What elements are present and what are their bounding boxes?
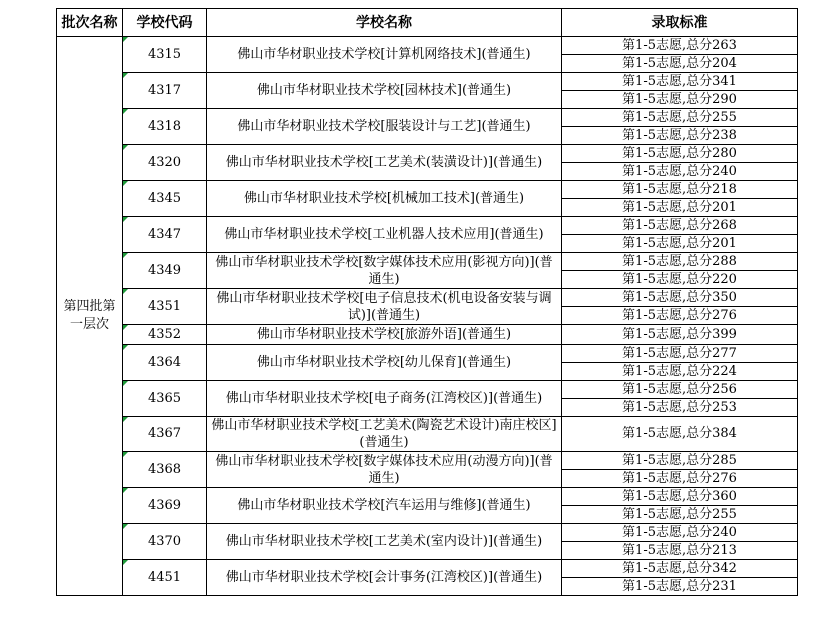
table-row (57, 524, 798, 542)
school-name-cell: 佛山市华材职业技术学校[数字媒体技术应用(动漫方向)](普通生) (207, 452, 562, 488)
admission-standard-cell: 第1-5志愿,总分360 (562, 488, 798, 506)
admission-standard-cell: 第1-5志愿,总分276 (562, 307, 798, 325)
school-name-cell: 佛山市华材职业技术学校[会计事务(江湾校区)](普通生) (207, 560, 562, 596)
school-code-cell: 4352 (123, 325, 207, 345)
table-row (57, 560, 798, 578)
table-row (57, 109, 798, 127)
admission-standard-cell: 第1-5志愿,总分277 (562, 345, 798, 363)
school-code-cell: 4347 (123, 217, 207, 253)
table-row (57, 181, 798, 199)
school-code-cell: 4345 (123, 181, 207, 217)
school-name-cell: 佛山市华材职业技术学校[电子信息技术(机电设备安装与调试)](普通生) (207, 289, 562, 325)
school-name-cell: 佛山市华材职业技术学校[幼儿保育](普通生) (207, 345, 562, 381)
header-name: 学校名称 (207, 9, 562, 37)
table-body (57, 37, 798, 596)
admission-standard-cell: 第1-5志愿,总分204 (562, 55, 798, 73)
admission-standard-cell: 第1-5志愿,总分341 (562, 73, 798, 91)
admission-standard-cell: 第1-5志愿,总分350 (562, 289, 798, 307)
school-code-cell: 4351 (123, 289, 207, 325)
table-row (57, 325, 798, 345)
school-code-cell: 4320 (123, 145, 207, 181)
admission-standard-cell: 第1-5志愿,总分268 (562, 217, 798, 235)
admission-standard-cell: 第1-5志愿,总分240 (562, 163, 798, 181)
admission-standard-cell: 第1-5志愿,总分255 (562, 506, 798, 524)
school-name-cell: 佛山市华材职业技术学校[工艺美术(室内设计)](普通生) (207, 524, 562, 560)
school-name-cell: 佛山市华材职业技术学校[园林技术](普通生) (207, 73, 562, 109)
school-code-cell: 4365 (123, 381, 207, 417)
school-name-cell: 佛山市华材职业技术学校[工业机器人技术应用](普通生) (207, 217, 562, 253)
school-code-cell: 4370 (123, 524, 207, 560)
table-row (57, 345, 798, 363)
table-row (57, 217, 798, 235)
school-name-cell: 佛山市华材职业技术学校[电子商务(江湾校区)](普通生) (207, 381, 562, 417)
school-code-cell: 4318 (123, 109, 207, 145)
school-name-cell: 佛山市华材职业技术学校[工艺美术(装潢设计)](普通生) (207, 145, 562, 181)
table-row (57, 37, 798, 55)
table-row (57, 289, 798, 307)
table-row (57, 73, 798, 91)
school-code-cell: 4367 (123, 417, 207, 452)
admission-standard-cell: 第1-5志愿,总分256 (562, 381, 798, 399)
admission-standard-cell: 第1-5志愿,总分288 (562, 253, 798, 271)
admission-standard-cell: 第1-5志愿,总分253 (562, 399, 798, 417)
admission-standard-cell: 第1-5志愿,总分280 (562, 145, 798, 163)
table-row (57, 488, 798, 506)
admission-standard-cell: 第1-5志愿,总分240 (562, 524, 798, 542)
admission-standard-cell: 第1-5志愿,总分201 (562, 235, 798, 253)
table-row (57, 452, 798, 470)
table-row (57, 253, 798, 271)
school-name-cell: 佛山市华材职业技术学校[汽车运用与维修](普通生) (207, 488, 562, 524)
admission-standard-cell: 第1-5志愿,总分218 (562, 181, 798, 199)
school-code-cell: 4368 (123, 452, 207, 488)
header-code: 学校代码 (123, 9, 207, 37)
school-name-cell: 佛山市华材职业技术学校[计算机网络技术](普通生) (207, 37, 562, 73)
header-row (57, 9, 798, 37)
school-code-cell: 4315 (123, 37, 207, 73)
school-name-cell: 佛山市华材职业技术学校[数字媒体技术应用(影视方向)](普通生) (207, 253, 562, 289)
admission-standard-cell: 第1-5志愿,总分231 (562, 578, 798, 596)
admission-standard-cell: 第1-5志愿,总分201 (562, 199, 798, 217)
batch-name-cell: 第四批第一层次 (57, 37, 123, 596)
admission-table (56, 8, 798, 596)
admission-standard-cell: 第1-5志愿,总分399 (562, 325, 798, 345)
table-row (57, 417, 798, 452)
school-name-cell: 佛山市华材职业技术学校[机械加工技术](普通生) (207, 181, 562, 217)
admission-standard-cell: 第1-5志愿,总分342 (562, 560, 798, 578)
school-name-cell: 佛山市华材职业技术学校[服装设计与工艺](普通生) (207, 109, 562, 145)
admission-standard-cell: 第1-5志愿,总分213 (562, 542, 798, 560)
admission-standard-cell: 第1-5志愿,总分384 (562, 417, 798, 452)
admission-standard-cell: 第1-5志愿,总分285 (562, 452, 798, 470)
admission-standard-cell: 第1-5志愿,总分224 (562, 363, 798, 381)
admission-standard-cell: 第1-5志愿,总分290 (562, 91, 798, 109)
school-code-cell: 4349 (123, 253, 207, 289)
admission-standard-cell: 第1-5志愿,总分238 (562, 127, 798, 145)
admission-standard-cell: 第1-5志愿,总分255 (562, 109, 798, 127)
admission-standard-cell: 第1-5志愿,总分220 (562, 271, 798, 289)
table-row (57, 381, 798, 399)
admission-standard-cell: 第1-5志愿,总分263 (562, 37, 798, 55)
school-name-cell: 佛山市华材职业技术学校[旅游外语](普通生) (207, 325, 562, 345)
school-code-cell: 4364 (123, 345, 207, 381)
school-name-cell: 佛山市华材职业技术学校[工艺美术(陶瓷艺术设计)南庄校区](普通生) (207, 417, 562, 452)
header-standard: 录取标准 (562, 9, 798, 37)
table-row (57, 145, 798, 163)
school-code-cell: 4317 (123, 73, 207, 109)
header-batch: 批次名称 (57, 9, 123, 37)
school-code-cell: 4451 (123, 560, 207, 596)
school-code-cell: 4369 (123, 488, 207, 524)
admission-standard-cell: 第1-5志愿,总分276 (562, 470, 798, 488)
